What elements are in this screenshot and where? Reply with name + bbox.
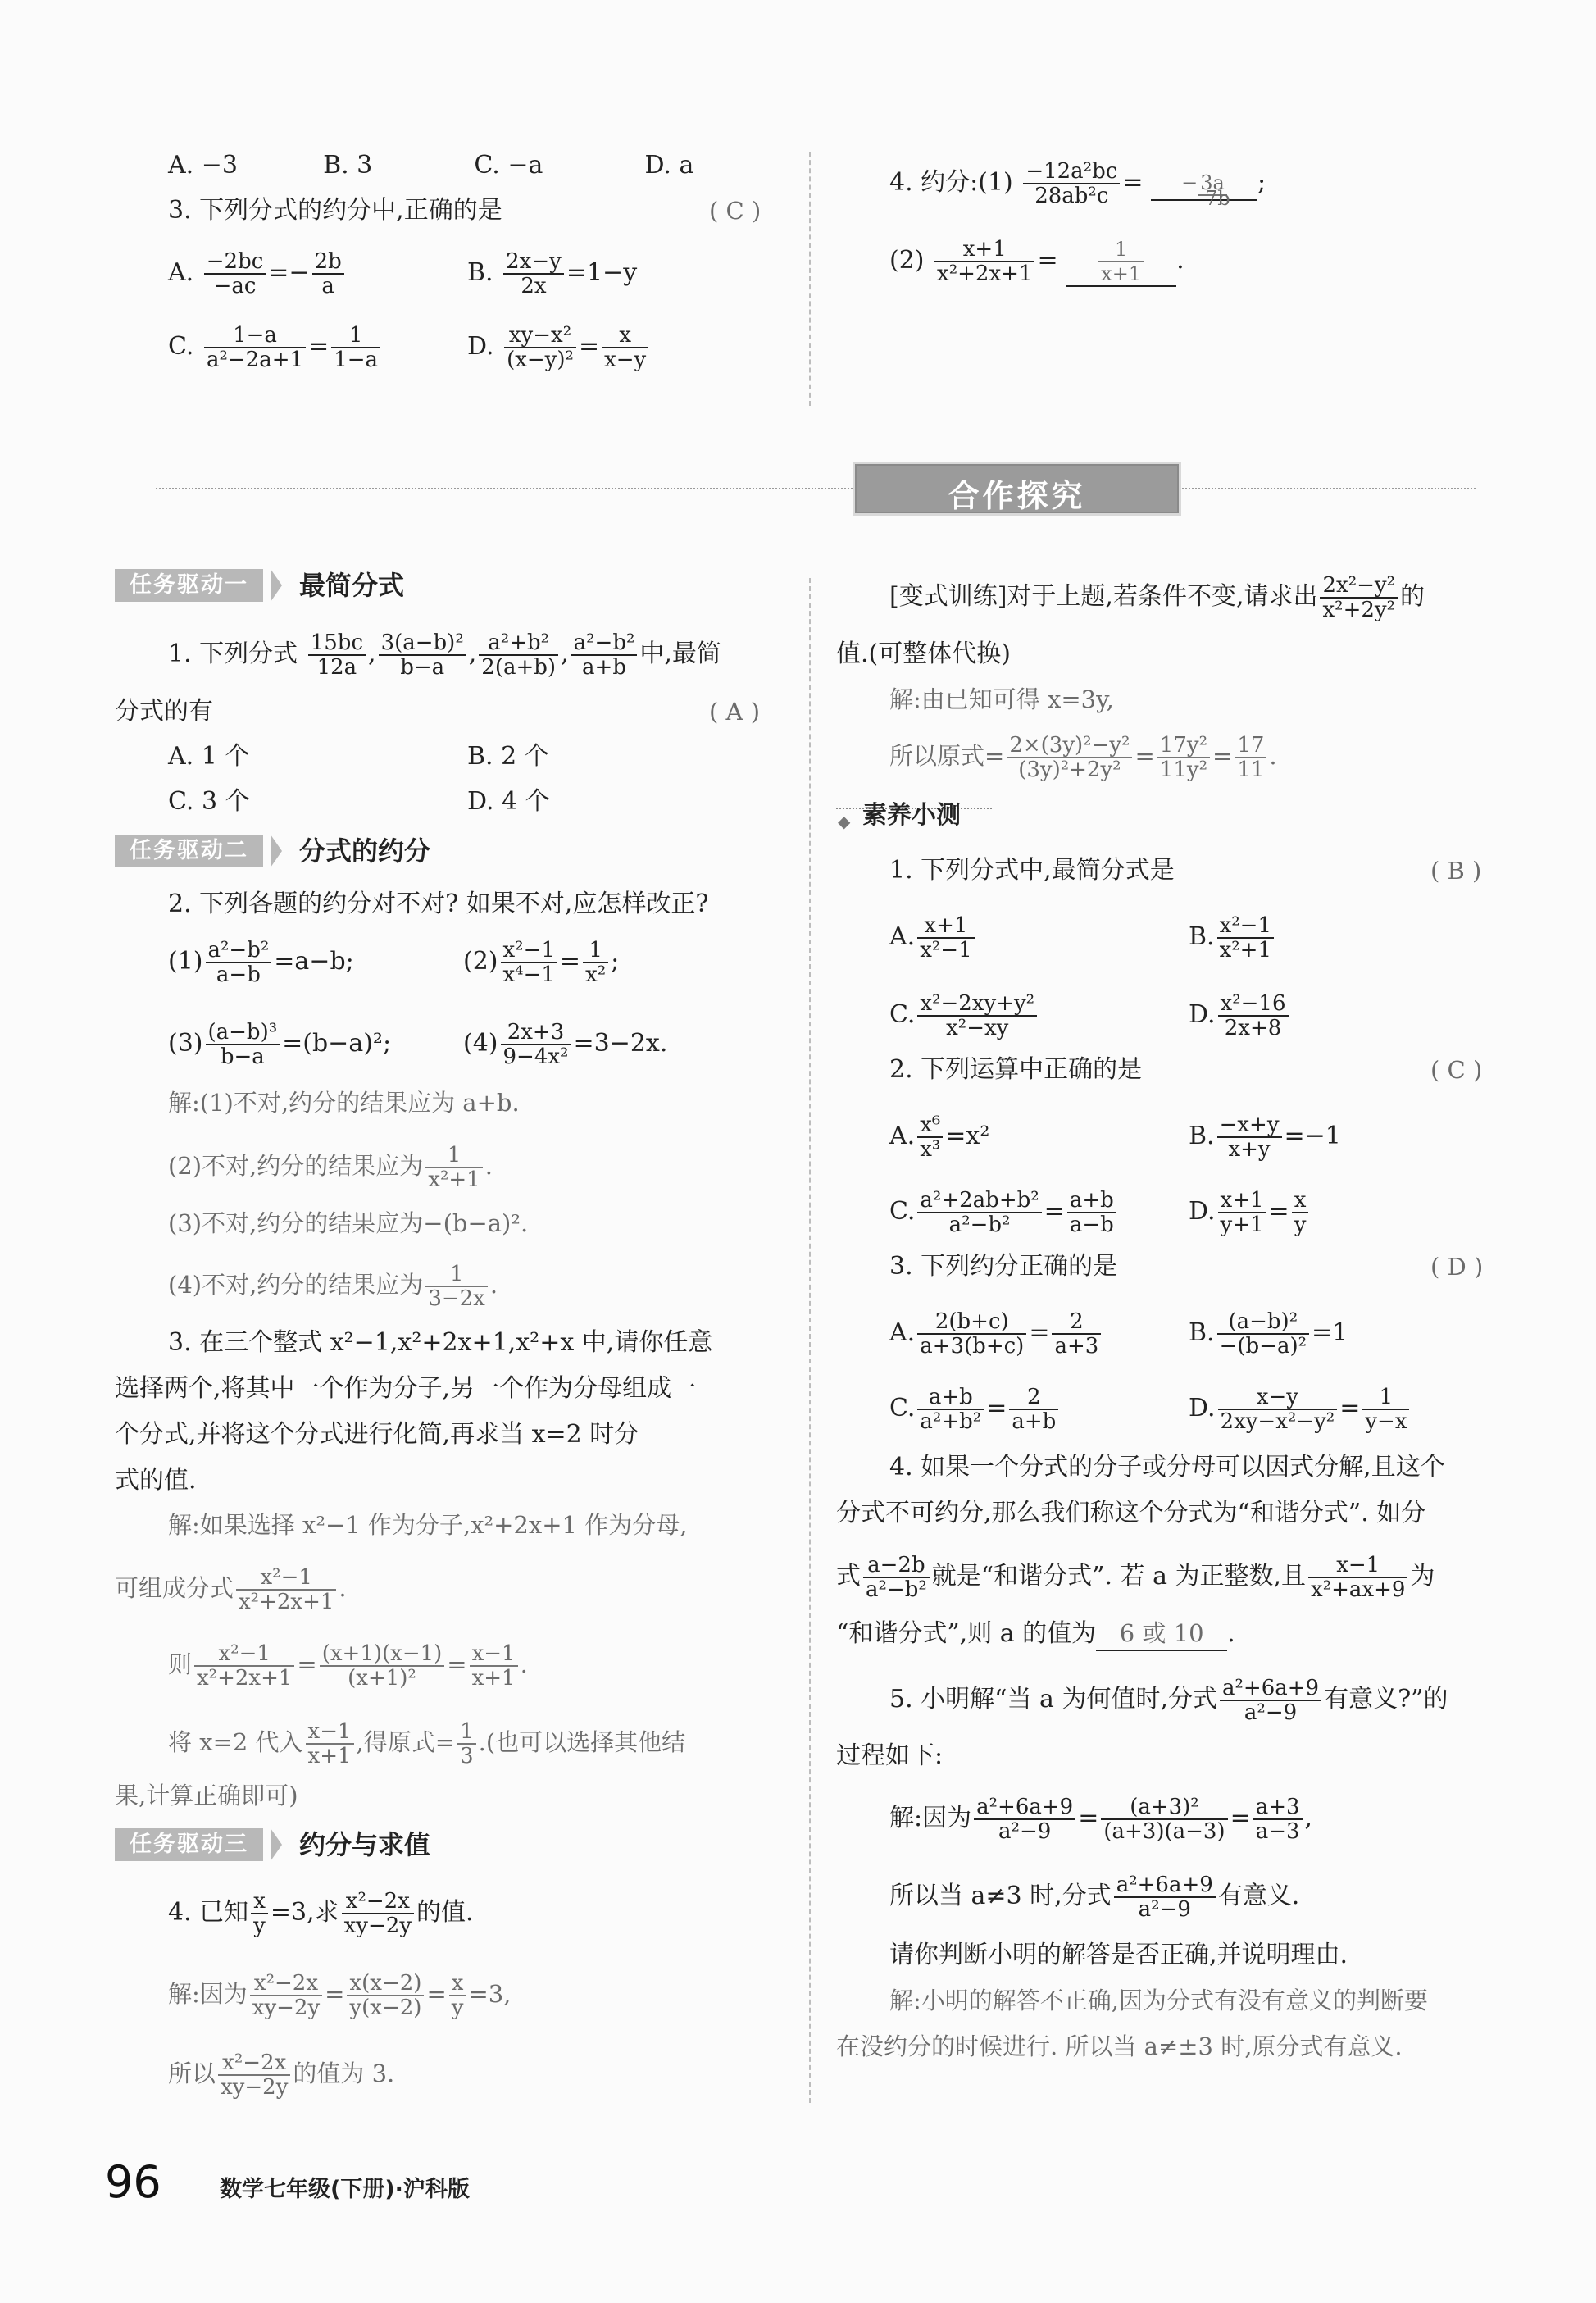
q3-option-a: A. $\frac{-2bc}{-ac}$ =− $\frac{2b}{a}$	[168, 250, 347, 298]
task3-q4: 4. 已知 $\frac{x}{y}$ =3,求 $\frac{\text{x²−2x}}{xy-2y}$ 的值.	[168, 1889, 474, 1938]
quiz-q2-answer: ( C )	[1430, 1056, 1483, 1084]
quiz-q4-line4: “和谐分式”,则 a 的值为 6 或 10 .	[836, 1617, 1235, 1651]
quiz-q4-line2: 分式不可约分,那么我们称这个分式为“和谐分式”. 如分	[836, 1499, 1426, 1527]
task2-ans-1: 解:如果选择 x²−1 作为分子,x²+2x+1 作为分母,	[168, 1511, 688, 1539]
quiz-q3-b: B. $\frac{\text{(a−b)²}}{\text{−(b−a)²}}$ =1	[1189, 1309, 1348, 1359]
task2-p2: (2) $\frac{\text{x²−1}}{\text{x⁴−1}}$ = $\frac{1}{\text{x²}}$ ;	[463, 938, 620, 987]
option-d: D. a	[644, 151, 694, 180]
quiz-q5-line1: 5. 小明解“当 a 为何值时,分式 $\frac{\text{a²+6a+9}}{\text{a²−9}}$ 有意义?”的	[889, 1676, 1448, 1725]
task3-sol-1: 解:因为 $\frac{\text{x²−2x}}{xy-2y}$ = $\frac{x(x-2)}{y(x-2)}$ = $\frac{x}{y}$ =3,	[168, 1971, 512, 2020]
quiz-q3: 3. 下列约分正确的是	[889, 1252, 1118, 1281]
tag-arrow-icon	[271, 1828, 282, 1861]
variant-line1: [变式训练]对于上题,若条件不变,请求出 $\frac{\text{2x²−y²}}{\text{x²+2y²}}$ 的	[889, 573, 1425, 622]
task2-tag: 任务驱动二	[115, 835, 263, 867]
task1-title: 最简分式	[299, 570, 405, 601]
task2-sol-4: (4)不对,约分的结果应为 $\frac{1}{3-2x}$ .	[168, 1262, 498, 1311]
task2-q3-line3: 个分式,并将这个分式进行化简,再求当 x=2 时分	[115, 1420, 639, 1449]
quiz-q1-c: C. $\frac{\text{x²−2xy+y²}}{\text{x²−xy}}$	[889, 992, 1039, 1040]
book-title: 数学七年级(下册)·沪科版	[220, 2177, 470, 2202]
variant-sol-2: 所以原式= $\frac{\text{2×(3y)²−y²}}{\text{(3y)²+2y²}}$ = $\frac{\text{17y²}}{\text{11y²}}$ = $\frac{17}{11}$ .	[889, 733, 1277, 782]
quiz-q1-d: D. $\frac{\text{x²−16}}{2x+8}$	[1189, 992, 1291, 1040]
quiz-q3-c: C. $\frac{a+b}{\text{a²+b²}}$ = $\frac{2}{a+b}$	[889, 1386, 1061, 1433]
task1-tag: 任务驱动一	[115, 569, 263, 602]
banner-title: 合作探究	[948, 478, 1086, 514]
task3-title: 约分与求值	[299, 1829, 431, 1860]
quiz-q5-sol-2: 所以当 a≠3 时,分式 $\frac{\text{a²+6a+9}}{\text{a²−9}}$ 有意义.	[889, 1873, 1300, 1922]
quiz-q5-sol-1: 解:因为 $\frac{\text{a²+6a+9}}{\text{a²−9}}$ = $\frac{\text{(a+3)²}}{(a+3)(a-3)}$ = $\frac{a+3}{a-3}$ ,	[889, 1795, 1313, 1844]
tag-arrow-icon	[271, 835, 282, 867]
quiz-q2: 2. 下列运算中正确的是	[889, 1055, 1143, 1084]
task2-ans-2: 可组成分式 $\frac{\text{x²−1}}{\text{x²+2x+1}}$ .	[115, 1565, 347, 1614]
quiz-q2-c: C. $\frac{\text{a²+2ab+b²}}{\text{a²−b²}}$ = $\frac{a+b}{a-b}$	[889, 1189, 1119, 1236]
options-row	[168, 149, 693, 182]
section-banner	[156, 455, 1476, 517]
option-c: C. −a	[474, 151, 543, 180]
quiz-q2-d: D. $\frac{x+1}{y+1}$ = $\frac{x}{y}$	[1189, 1189, 1311, 1236]
quiz-q3-a: A. $\frac{2(b+c)}{a+3(b+c)}$ = $\frac{2}{a+3}$	[889, 1310, 1103, 1358]
variant-sol-1: 解:由已知可得 x=3y,	[889, 685, 1114, 713]
task2-q2: 2. 下列各题的约分对不对? 如果不对,应怎样改正?	[168, 890, 709, 918]
q4-2-answer-blank: $\frac{1}{x+1}$	[1066, 238, 1176, 287]
task2-ans-5: 果,计算正确即可)	[115, 1782, 298, 1809]
q3-answer: ( C )	[709, 197, 762, 225]
quiz-q1-answer: ( B )	[1430, 857, 1482, 885]
task2-sol-1: 解:(1)不对,约分的结果应为 a+b.	[168, 1089, 520, 1117]
task2-q3-line2: 选择两个,将其中一个作为分子,另一个作为分母组成一	[115, 1374, 697, 1403]
quiz-q4-line1: 4. 如果一个分式的分子或分母可以因式分解,且这个	[889, 1453, 1445, 1481]
quiz-q2-a: A. $\frac{\text{x⁶}}{\text{x³}}$ =x²	[889, 1113, 990, 1162]
tag-arrow-icon	[271, 569, 282, 602]
column-divider	[809, 578, 811, 2103]
q4-reduce-1: 4. 约分:(1) $\frac{\text{−12a²bc}}{\text{28ab²c}}$ = − 3a ;	[889, 159, 1266, 208]
q4-1-answer-den: 7b	[1205, 187, 1230, 210]
task1-opt-d: D. 4 个	[467, 787, 550, 816]
page-number: 96	[105, 2156, 161, 2208]
quiz-q2-b: B. $\frac{-x+y}{x+y}$ =−1	[1189, 1113, 1341, 1162]
task2-q3-line1: 3. 在三个整式 x²−1,x²+2x+1,x²+x 中,请你任意	[168, 1328, 713, 1357]
quiz-tag: 素养小测	[862, 801, 961, 830]
quiz-q1: 1. 下列分式中,最简分式是	[889, 856, 1175, 885]
quiz-q5-ans-1: 解:小明的解答不正确,因为分式有没有意义的判断要	[889, 1987, 1428, 2014]
quiz-q1-b: B. $\frac{\text{x²−1}}{\text{x²+1}}$	[1189, 914, 1276, 962]
column-divider-top	[809, 152, 811, 406]
quiz-q5-ans-2: 在没约分的时候进行. 所以当 a≠±3 时,原分式有意义.	[836, 2032, 1403, 2060]
task2-q3-line4: 式的值.	[115, 1466, 197, 1495]
q3-option-c: C. $\frac{1-a}{\text{a²−2a+1}}$ = $\frac{1}{1-a}$	[168, 324, 383, 371]
task1-q1: 1. 下列分式 $\frac{15bc}{12a}$ , $\frac{\text{3(a−b)²}}{b-a}$ , $\frac{\text{a²+b²}}{2(a+b)}$ , $\frac{\text{a²−b²}}{a+b}$ 中,最简	[168, 630, 721, 680]
q3-question: 3. 下列分式的约分中,正确的是	[168, 196, 502, 225]
quiz-q1-a: A. $\frac{x+1}{\text{x²−1}}$	[889, 914, 977, 962]
option-a: A. −3	[168, 151, 238, 180]
task2-ans-3: 则 $\frac{\text{x²−1}}{\text{x²+2x+1}}$ = $\frac{(x+1)(x-1)}{\text{(x+1)²}}$ = $\frac{x-1}{x+1}$ .	[168, 1641, 528, 1691]
quiz-q4-answer-blank: 6 或 10	[1096, 1617, 1227, 1651]
q4-1-answer-blank: − 3a	[1151, 166, 1257, 201]
quiz-q4-line3: 式 $\frac{a-2b}{\text{a²−b²}}$ 就是“和谐分式”. 若 a 为正整数,且 $\frac{x-1}{\text{x²+ax+9}}$ 为	[836, 1553, 1435, 1602]
task2-p1: (1) $\frac{\text{a²−b²}}{a-b}$ =a−b;	[168, 938, 354, 987]
task2-sol-3: (3)不对,约分的结果应为−(b−a)².	[168, 1209, 529, 1237]
diamond-icon: ◆	[838, 812, 851, 831]
task1-q1-line2: 分式的有	[115, 697, 213, 726]
quiz-q5-sol-3: 请你判断小明的解答是否正确,并说明理由.	[889, 1941, 1348, 1969]
quiz-q3-d: D. $\frac{x-y}{\text{2xy−x²−y²}}$ = $\frac{1}{y-x}$	[1189, 1386, 1412, 1433]
task1-q1-answer: ( A )	[709, 698, 761, 726]
variant-line2: 值.(可整体代换)	[836, 639, 1011, 668]
task2-sol-2: (2)不对,约分的结果应为 $\frac{1}{\text{x²+1}}$ .	[168, 1143, 493, 1192]
task1-opt-a: A. 1 个	[168, 742, 250, 771]
task2-ans-4: 将 x=2 代入 $\frac{x-1}{x+1}$ ,得原式= $\frac{1}{3}$ .(也可以选择其他结	[168, 1719, 686, 1768]
task3-tag: 任务驱动三	[115, 1828, 263, 1861]
q3-option-b: B. $\frac{2x-y}{2x}$ =1−y	[467, 249, 638, 298]
task2-p4: (4) $\frac{2x+3}{\text{9−4x²}}$ =3−2x.	[463, 1020, 668, 1069]
option-b: B. 3	[323, 151, 373, 180]
task2-title: 分式的约分	[299, 835, 431, 867]
q4-reduce-2: (2) $\frac{x+1}{\text{x²+2x+1}}$ = $\frac{1}{x+1}$ .	[889, 237, 1184, 286]
task3-sol-2: 所以 $\frac{\text{x²−2x}}{xy-2y}$ 的值为 3.	[168, 2050, 395, 2100]
task1-opt-b: B. 2 个	[467, 742, 549, 771]
task1-opt-c: C. 3 个	[168, 787, 250, 816]
quiz-q5-line2: 过程如下:	[836, 1741, 944, 1770]
quiz-q3-answer: ( D )	[1430, 1253, 1484, 1281]
q3-option-d: D. $\frac{\text{xy−x²}}{\text{(x−y)²}}$ = $\frac{x}{x-y}$	[467, 324, 651, 371]
task2-p3: (3) $\frac{\text{(a−b)³}}{b-a}$ =(b−a)²;	[168, 1020, 392, 1069]
